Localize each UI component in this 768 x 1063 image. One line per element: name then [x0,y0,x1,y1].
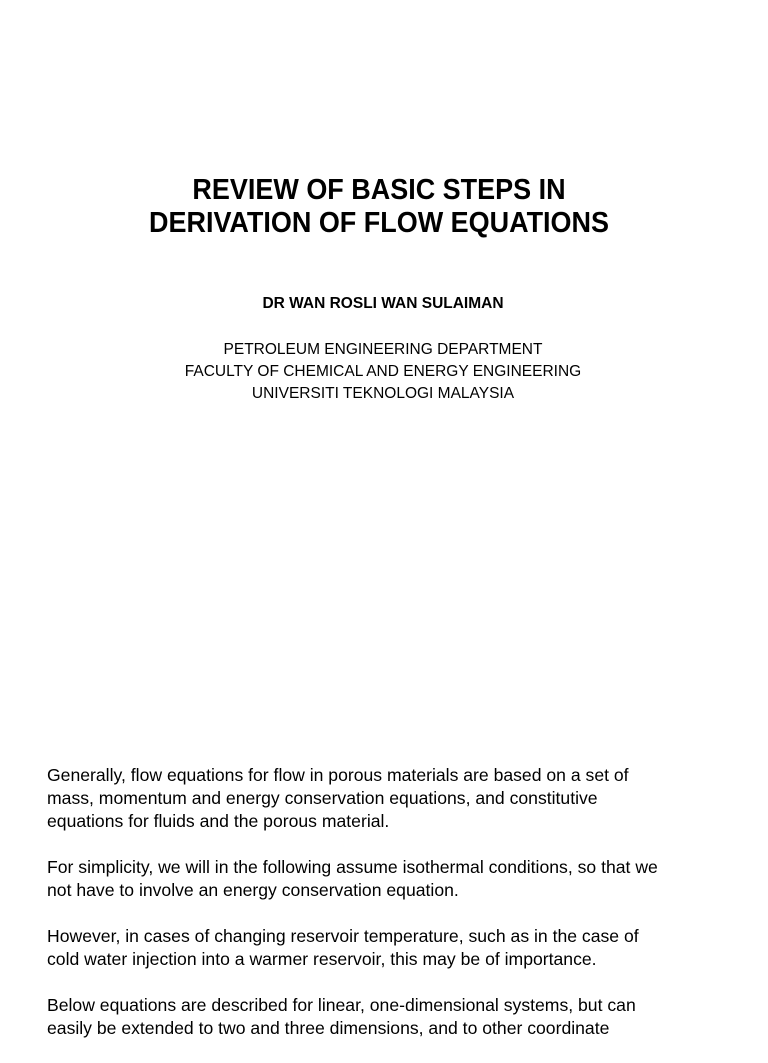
author-name: DR WAN ROSLI WAN SULAIMAN [262,295,504,312]
affiliation-department: PETROLEUM ENGINEERING DEPARTMENT [223,341,543,358]
paragraph-4: Below equations are described for linear, one-dimensional systems, but can easily be extended to two and three dimensions, and to other coordinate [47,995,636,1038]
document-title [27,174,732,240]
affiliation-faculty: FACULTY OF CHEMICAL AND ENERGY ENGINEERING [184,363,582,380]
paragraph-2: For simplicity, we will in the following assume isothermal conditions, so that we not have to involve an energy conservation equation. [47,857,658,900]
affiliation-block [0,339,766,405]
title-line-2: DERIVATION OF FLOW EQUATIONS [149,207,609,239]
title-line-1: REVIEW OF BASIC STEPS IN [192,174,566,206]
paragraph-1: Generally, flow equations for flow in porous materials are based on a set of mass, momentum and energy conservation equations, and constitutive equations for fluids and the porous material. [47,765,629,831]
affiliation-university: UNIVERSITI TEKNOLOGI MALAYSIA [251,385,515,402]
body-text [47,764,737,1063]
paragraph-3: However, in cases of changing reservoir temperature, such as in the case of cold water injection into a warmer reservoir, this may be of importance. [47,926,639,969]
